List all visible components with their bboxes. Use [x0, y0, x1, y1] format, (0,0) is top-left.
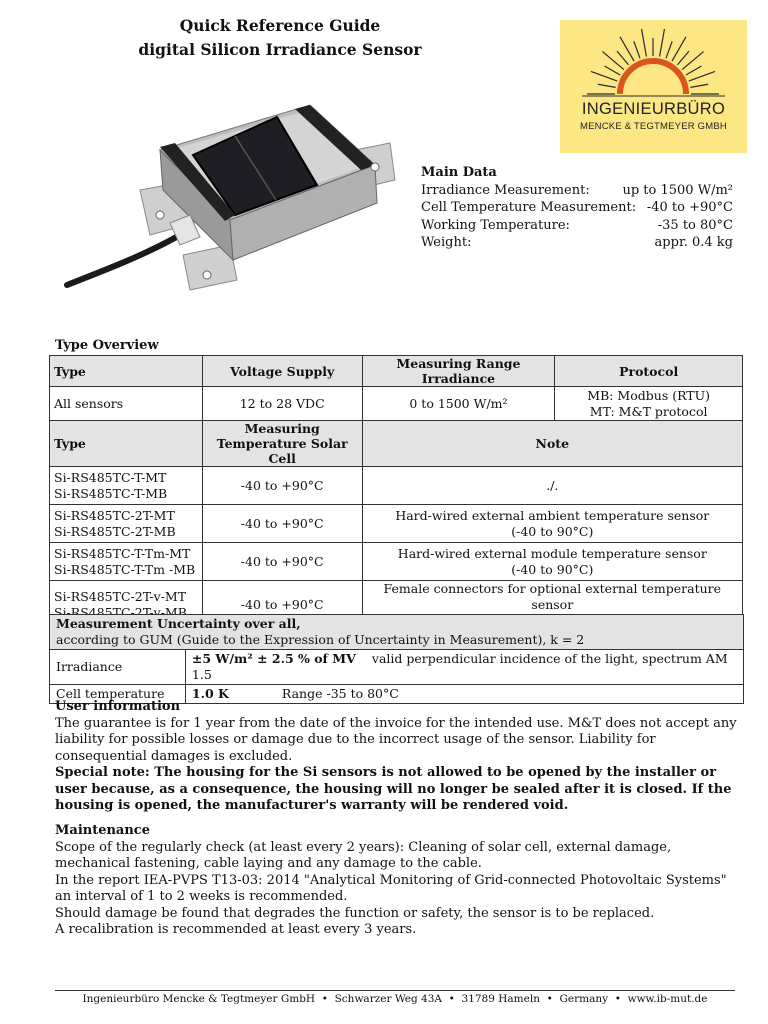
sun-rays-icon [560, 20, 747, 153]
table-row: Si-RS485TC-2T-MT Si-RS485TC-2T-MB -40 to +90°C Hard-wired external ambient temperature sensor (-40 to 90°C) [50, 505, 743, 543]
sun-ray [686, 66, 702, 75]
type-overview-heading: Type Overview [55, 338, 159, 353]
sun-ray [634, 41, 640, 58]
special-note: Special note: The housing for the Si sensors is not allowed to be opened by the installer or user because, as a consequence, the housing will no longer be sealed after it is closed. If the housing is opened, the manufacturer's warranty will be rendered void. [55, 765, 732, 813]
document-subtitle: digital Silicon Irradiance Sensor [138, 40, 422, 59]
logo-subtitle: MENCKE & TEGTMEYER GMBH [580, 121, 727, 132]
table-row: Irradiance ±5 W/m² ± 2.5 % of MV valid perpendicular incidence of the light, spectrum AM 1.5 [50, 650, 744, 685]
type-overview-table [49, 355, 743, 630]
sensor-product-image [55, 85, 415, 310]
company-logo [560, 20, 747, 153]
main-data-row: Working Temperature: -35 to 80°C [421, 217, 733, 233]
maintenance-heading: Maintenance [55, 823, 150, 838]
sun-ray [605, 66, 621, 75]
main-data-heading: Main Data [421, 165, 497, 180]
table-header-row: Type Measuring Temperature Solar Cell Note [50, 421, 743, 467]
sun-ray [598, 84, 616, 87]
footer-divider [55, 990, 735, 991]
user-information-body: The guarantee is for 1 year from the date of the invoice for the intended use. M&T does not accept any liability for possible losses or damage due to the incorrect usage of the sensor. Liability for consequential damages is excluded. [55, 715, 737, 764]
sun-ray [642, 29, 647, 57]
main-data-row: Weight: appr. 0.4 kg [421, 235, 733, 250]
table-header-row: Type Voltage Supply Measuring Range Irradiance Protocol [50, 356, 743, 387]
sun-ray [591, 71, 617, 81]
sun-ray [617, 51, 629, 65]
sun-ray [666, 41, 672, 58]
table-row: Si-RS485TC-2T-v-MT Si-RS485TC-2T-v-MB -40 to +90°C Female connectors for optional external temperature sensor (-40 to 90°C) and wind speed sensor (0 to 80 m/s) [50, 581, 743, 630]
table-row: Cell temperature 1.0 K Range -35 to 80°C [50, 685, 744, 704]
maintenance: Maintenance Scope of the regularly check (at least every 2 years): Cleaning of solar cell, external damage, mechanical fastening, cable laying and any damage to the cable. In the report IEA-PVPS T13-03: 2014 "Analytical Monitoring of Grid-connected Photovoltaic Systems" an interval of 1 to 2 weeks is recommended. Should damage be found that degrades the function or safety, the sensor is to be replaced. A recalibration is recommended at least every 3 years. [55, 823, 745, 939]
uncertainty-header: Measurement Uncertainty over all, according to GUM (Guide to the Expression of Uncertainty in Measurement), k = 2 [50, 615, 744, 650]
sun-ray [690, 84, 708, 87]
footer-address: Ingenieurbüro Mencke & Tegtmeyer GmbH • Schwarzer Weg 43A • 31789 Hameln • Germany • www.ib-mut.de [82, 993, 708, 1005]
sun-ray [660, 29, 665, 57]
user-information [55, 699, 745, 815]
main-data [421, 164, 733, 252]
sun-ray [689, 71, 715, 81]
table-row: All sensors 12 to 28 VDC 0 to 1500 W/m² MB: Modbus (RTU) MT: M&T protocol [50, 387, 743, 421]
main-data-row: Irradiance Measurement: up to 1500 W/m² [421, 182, 733, 198]
table-row: Si-RS485TC-T-MT Si-RS485TC-T-MB -40 to +90°C ./. [50, 467, 743, 505]
uncertainty-table [49, 614, 744, 704]
logo-name: INGENIEURBÜRO [581, 100, 726, 118]
main-data-row: Cell Temperature Measurement: -40 to +90°C [421, 200, 733, 215]
document-title: Quick Reference Guide [179, 16, 381, 35]
table-row: Si-RS485TC-T-Tm-MT Si-RS485TC-T-Tm -MB -40 to +90°C Hard-wired external module temperature sensor (-40 to 90°C) [50, 543, 743, 581]
sun-ray [677, 51, 689, 65]
user-information-heading: User information [55, 699, 181, 714]
